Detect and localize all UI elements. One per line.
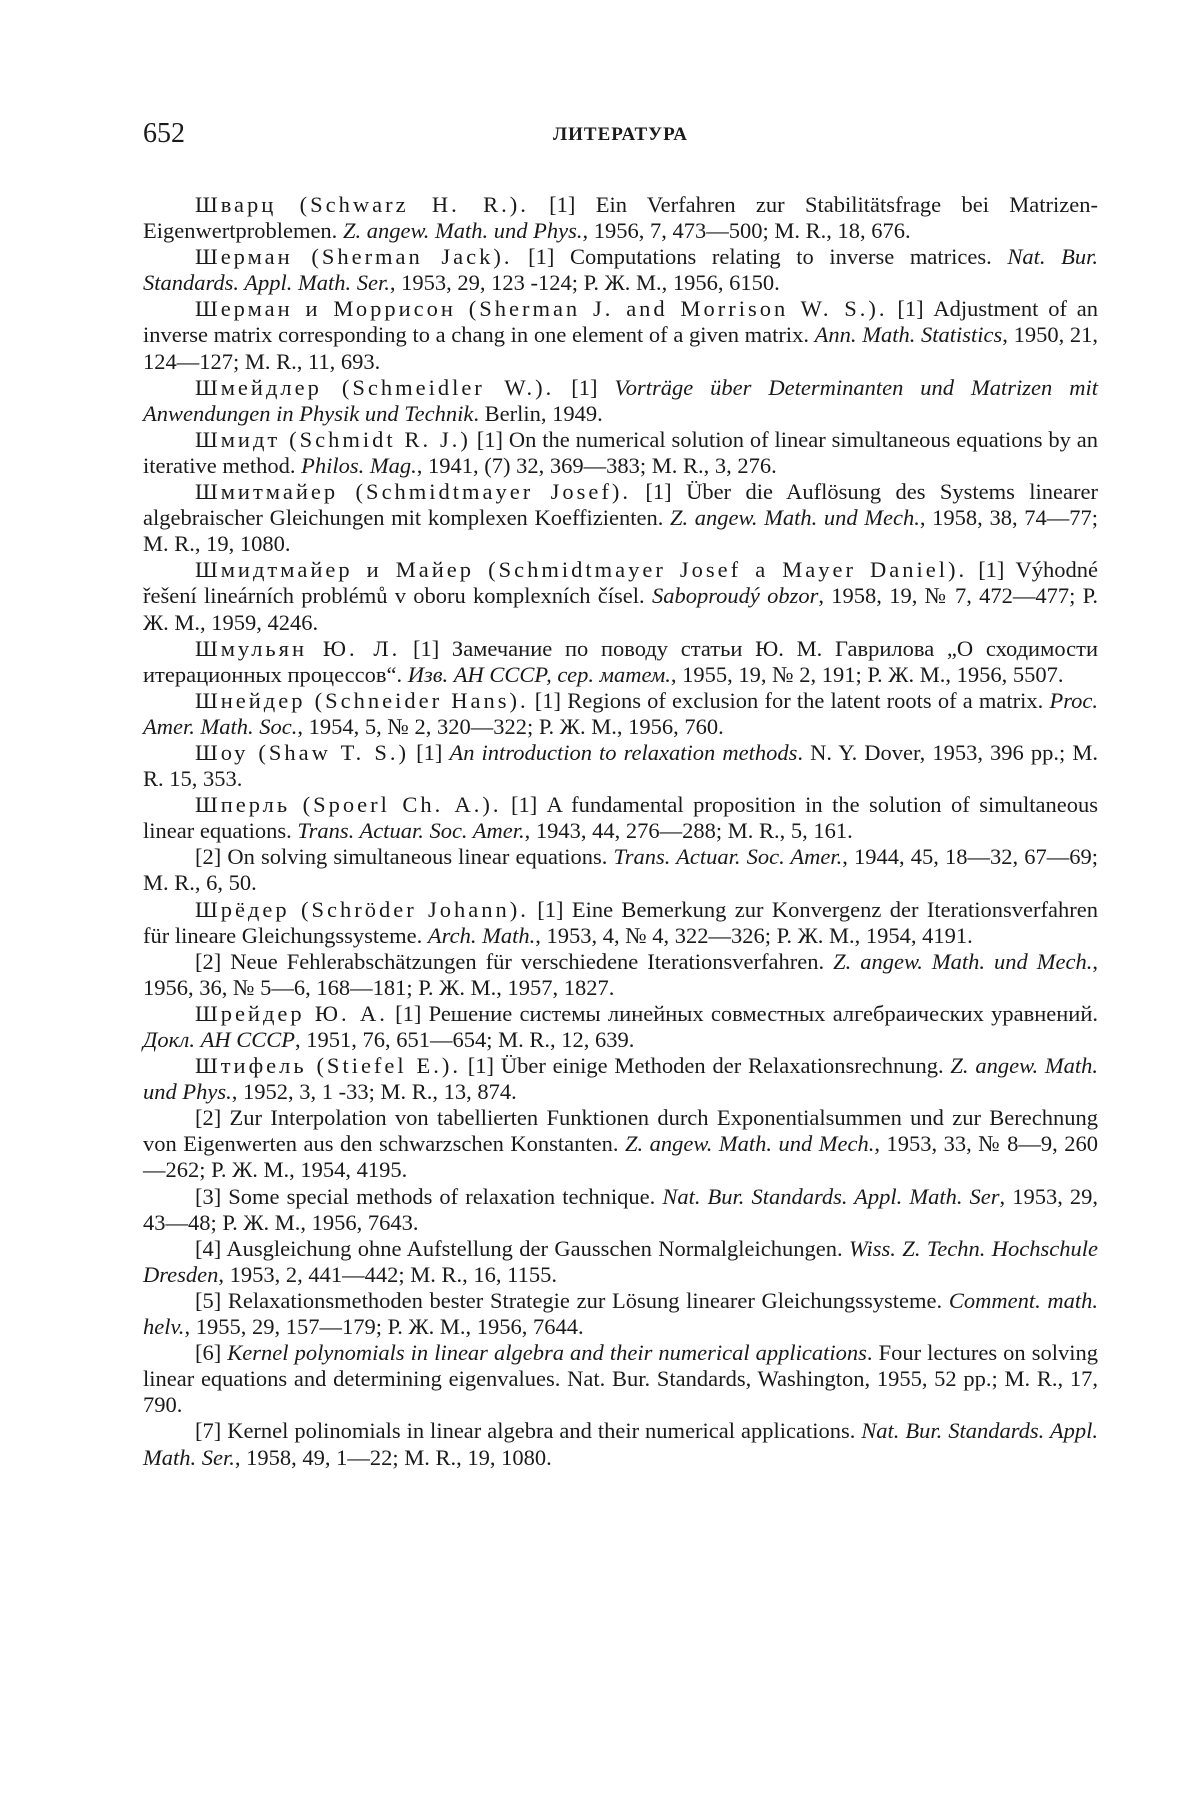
reference-text: , 1958, 19, № 7, 472—477; Р. Ж. М., 1959, 4246. — [143, 583, 1098, 635]
reference-entry — [143, 949, 1098, 1001]
reference-source: Докл. АН СССР — [143, 1027, 295, 1052]
reference-source: Philos. Mag. — [301, 452, 417, 478]
reference-entry — [143, 479, 1098, 557]
page-number: 652 — [143, 118, 185, 149]
reference-text: [1] Ein Verfahren zur Stabilitätsfrage bei Matrizen-Eigenwertproblemen. — [143, 192, 1098, 244]
reference-source: Wiss. Z. Techn. Hochschule Dresden — [143, 1235, 1098, 1287]
reference-source: Z. angew. Math. und Phys. — [143, 1053, 1099, 1105]
reference-text: [2] Zur Interpolation von tabellierten Funktionen durch Exponentialsummen und zur Berechnung von Eigenwerten aus den schwarzschen Konstanten. — [143, 1105, 1098, 1157]
running-head — [143, 118, 1098, 154]
reference-text: [2] On solving simultaneous linear equations. — [195, 844, 614, 870]
reference-source: Vorträge über Determinanten und Matrizen mit Anwendungen in Physik und Technik — [143, 374, 1098, 426]
reference-entry — [143, 688, 1098, 740]
reference-text: , 1950, 21, 124—127; М. R., 11, 693. — [143, 322, 1098, 374]
reference-author: Шмульян Ю. Л. — [195, 635, 401, 661]
reference-text: [1] A fundamental proposition in the solution of simultaneous linear equations. — [143, 792, 1098, 844]
reference-source: Изв. АН СССР, сер. матем. — [407, 661, 671, 687]
reference-entry — [143, 375, 1098, 427]
reference-text: , 1953, 33, № 8—9, 260—262; Р. Ж. М., 1954, 4195. — [143, 1131, 1098, 1183]
reference-text: [2] Neue Fehlerabschätzungen für verschiedene Iterationsverfahren. — [195, 948, 834, 974]
reference-text: [1] Решение системы линейных совместных алгебраических уравнений. — [387, 1000, 1098, 1026]
reference-text: , 1958, 38, 74—77; М. R., 19, 1080. — [143, 505, 1098, 557]
reference-text: , 1953, 4, № 4, 322—326; Р. Ж. М., 1954, 4191. — [535, 922, 973, 948]
reference-source: Ann. Math. Statistics — [814, 322, 1003, 348]
reference-author: Шрейдер Ю. А. — [195, 1000, 388, 1026]
reference-entry — [143, 192, 1098, 244]
reference-source: Z. angew. Math. und Mech. — [833, 948, 1093, 974]
reference-text: , 1958, 49, 1—22; М. R., 19, 1080. — [234, 1444, 552, 1470]
reference-author: Шмитмайер (Schmidtmayer Josef). — [195, 479, 632, 505]
reference-entry — [143, 1053, 1098, 1105]
reference-source: Z. angew. Math. und Phys. — [342, 218, 583, 244]
reference-entry — [143, 427, 1098, 479]
reference-text: [7] Kernel polinomials in linear algebra and their numerical applications. — [195, 1418, 862, 1444]
reference-text: [5] Relaxationsmethoden bester Strategie zur Lösung linearer Gleichungssysteme. — [195, 1287, 949, 1313]
reference-text: [1] Computations relating to inverse matrices. — [512, 244, 1008, 270]
reference-text: [1] Adjustment of an inverse matrix corresponding to a chang in one element of a given matrix. — [143, 296, 1099, 348]
reference-text: [4] Ausgleichung ohne Aufstellung der Gausschen Normalgleichungen. — [195, 1235, 850, 1261]
reference-author: Шоу (Shaw T. S.) — [195, 739, 410, 765]
reference-author: Шерман и Моррисон (Sherman J. and Morrison W. S.). — [195, 296, 888, 322]
reference-text: [1] Regions of exclusion for the latent roots of a matrix. — [528, 687, 1050, 713]
reference-entry — [143, 1418, 1098, 1470]
reference-source: Arch. Math. — [427, 922, 536, 948]
reference-author: Шварц (Schwarz H. R.). — [195, 192, 529, 217]
reference-source: Z. angew. Math. und Mech. — [625, 1131, 875, 1157]
reference-text: [1] On the numerical solution of linear simultaneous equations by an iterative method. — [143, 426, 1099, 478]
reference-text: , 1943, 44, 276—288; М. R., 5, 161. — [524, 818, 853, 844]
reference-text: , 1954, 5, № 2, 320—322; Р. Ж. М., 1956, 760. — [297, 713, 724, 739]
reference-text: , 1956, 7, 473—500; М. R., 18, 676. — [582, 218, 911, 244]
reference-entry — [143, 1105, 1098, 1183]
reference-entry — [143, 296, 1098, 374]
reference-text: , 1941, (7) 32, 369—383; М. R., 3, 276. — [416, 452, 777, 478]
reference-text: [1] Замечание по поводу статьи Ю. М. Гаврилова „О сходимости итерационных процессов“. — [143, 635, 1098, 687]
reference-entry — [143, 844, 1098, 896]
reference-text: , 1953, 2, 441—442; М. R., 16, 1155. — [218, 1261, 557, 1287]
reference-entry — [143, 636, 1098, 688]
reference-entry — [143, 1288, 1098, 1340]
book-page — [143, 118, 1098, 1471]
reference-text: [1] — [554, 374, 615, 400]
reference-author: Шнейдер (Schneider Hans). — [195, 687, 529, 713]
reference-entry — [143, 1340, 1098, 1418]
reference-source: Nat. Bur. Standards. Appl. Math. Ser. — [143, 1418, 1098, 1470]
reference-entry — [143, 1236, 1098, 1288]
reference-source: Saboproudý obzor — [651, 583, 819, 609]
reference-text: . N. Y. Dover, 1953, 396 pp.; М. R. 15, 353. — [143, 739, 1098, 792]
reference-source: Nat. Bur. Standards. Appl. Math. Ser. — [143, 244, 1098, 296]
reference-list — [143, 192, 1098, 1471]
reference-text: [1] Výhodné řešení lineárních problémů v oboru komplexních čísel. — [143, 557, 1098, 609]
reference-source: An introduction to relaxation methods — [449, 739, 798, 765]
reference-text: . Berlin, 1949. — [473, 400, 603, 426]
reference-text: , 1944, 45, 18—32, 67—69; М. R., 6, 50. — [143, 844, 1099, 896]
reference-text: , 1953, 29, 123 -124; Р. Ж. М., 1956, 6150. — [389, 270, 780, 296]
reference-entry — [143, 1184, 1098, 1236]
reference-entry — [143, 740, 1098, 792]
reference-text: [6] — [195, 1340, 228, 1366]
reference-author: Шперль (Spoerl Ch. A.). — [195, 792, 502, 818]
reference-entry — [143, 244, 1098, 296]
reference-author: Шрёдер (Schröder Johann). — [195, 896, 529, 922]
reference-source: Nat. Bur. Standards. Appl. Math. Ser — [662, 1183, 1000, 1209]
reference-author: Шмейдлер (Schmeidler W.). — [195, 374, 555, 400]
reference-text: [1] Über die Auflösung des Systems linearer algebraischer Gleichungen mit komplexen Koeffizienten. — [143, 479, 1098, 531]
reference-entry — [143, 1001, 1098, 1053]
reference-entry — [143, 897, 1098, 949]
reference-source: Comment. math. helv. — [143, 1287, 1098, 1340]
reference-author: Шмидт (Schmidt R. J.) — [195, 426, 471, 452]
reference-source: Trans. Actuar. Soc. Amer. — [297, 818, 525, 844]
reference-text: [3] Some special methods of relaxation technique. — [195, 1183, 663, 1209]
section-title: ЛИТЕРАТУРА — [552, 124, 689, 145]
reference-author: Шерман (Sherman Jack). — [195, 244, 513, 270]
reference-text: [1] Eine Bemerkung zur Konvergenz der Iterationsverfahren für lineare Gleichungssysteme. — [143, 896, 1098, 948]
reference-text: , 1953, 29, 43—48; Р. Ж. М., 1956, 7643. — [143, 1183, 1098, 1235]
reference-text: , 1956, 36, № 5—6, 168—181; Р. Ж. М., 1957, 1827. — [143, 948, 1098, 1000]
reference-text: [1] Über einige Methoden der Relaxationsrechnung. — [460, 1053, 951, 1079]
reference-author: Шмидтмайер и Майер (Schmidtmayer Josef a Mayer Daniel). — [195, 557, 968, 583]
reference-text: . Four lectures on solving linear equations and determining eigenvalues. Nat. Bur. Standards, Washington, 1955, 52 pp.; М. R., 17, 790. — [143, 1340, 1098, 1418]
reference-author: Штифель (Stiefel E.). — [195, 1053, 461, 1079]
reference-text: , 1955, 19, № 2, 191; Р. Ж. М., 1956, 5507. — [670, 661, 1064, 687]
reference-text: , 1952, 3, 1 -33; М. R., 13, 874. — [231, 1079, 517, 1105]
reference-source: Z. angew. Math. und Mech. — [670, 505, 920, 531]
reference-text: [1] — [409, 739, 450, 765]
reference-entry — [143, 557, 1098, 635]
reference-entry — [143, 792, 1098, 844]
reference-text: , 1955, 29, 157—179; Р. Ж. М., 1956, 7644. — [184, 1314, 584, 1340]
reference-source: Proc. Amer. Math. Soc. — [143, 687, 1098, 739]
reference-text: , 1951, 76, 651—654; М. R., 12, 639. — [295, 1027, 635, 1052]
reference-source: Trans. Actuar. Soc. Amer. — [613, 844, 843, 870]
reference-source: Kernel polynomials in linear algebra and their numerical applications — [227, 1340, 867, 1366]
